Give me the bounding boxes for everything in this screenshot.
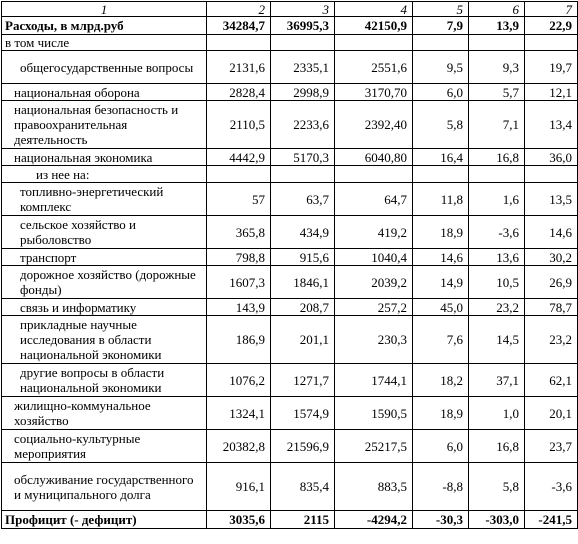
table-row-debt-service — [2, 463, 578, 511]
value-cell: 30,2 — [525, 249, 578, 266]
value-cell: 1744,1 — [335, 364, 413, 397]
value-cell — [469, 166, 525, 183]
value-cell — [271, 35, 335, 51]
table-row-fuel-energy-complex — [2, 183, 578, 216]
row-label: социально-культурные мероприятия — [2, 430, 207, 463]
column-number-row — [2, 2, 578, 17]
value-cell: 45,0 — [413, 299, 469, 316]
value-cell: 23,2 — [525, 316, 578, 364]
column-number-2: 2 — [207, 2, 271, 17]
value-cell: 13,5 — [525, 183, 578, 216]
column-number-5: 5 — [413, 2, 469, 17]
table-row-housing-utilities — [2, 397, 578, 430]
value-cell: 143,9 — [207, 299, 271, 316]
value-cell: 798,8 — [207, 249, 271, 266]
value-cell: 835,4 — [271, 463, 335, 511]
table-row-transport — [2, 249, 578, 266]
table-row-national-economy — [2, 149, 578, 166]
value-cell: -8,8 — [413, 463, 469, 511]
table-row-communications-it — [2, 299, 578, 316]
value-cell: 18,9 — [413, 397, 469, 430]
value-cell: 25217,5 — [335, 430, 413, 463]
row-label: национальная оборона — [2, 84, 207, 101]
value-cell: 201,1 — [271, 316, 335, 364]
table-row-agriculture-fishing — [2, 216, 578, 249]
value-cell: 9,3 — [469, 51, 525, 84]
table-row-expenses-total — [2, 17, 578, 35]
value-cell: 1846,1 — [271, 266, 335, 299]
value-cell: 7,9 — [413, 17, 469, 35]
row-label: национальная безопасность и правоохранительная деятельность — [2, 101, 207, 149]
value-cell: 7,1 — [469, 101, 525, 149]
value-cell: 2998,9 — [271, 84, 335, 101]
value-cell: 2392,40 — [335, 101, 413, 149]
value-cell: 63,7 — [271, 183, 335, 216]
value-cell: 1324,1 — [207, 397, 271, 430]
value-cell: -3,6 — [469, 216, 525, 249]
value-cell: 6,0 — [413, 84, 469, 101]
row-label: другие вопросы в области национальной экономики — [2, 364, 207, 397]
value-cell — [413, 166, 469, 183]
value-cell: 2335,1 — [271, 51, 335, 84]
value-cell — [335, 35, 413, 51]
value-cell: 62,1 — [525, 364, 578, 397]
row-label: топливно-энергетический комплекс — [2, 183, 207, 216]
value-cell: 230,3 — [335, 316, 413, 364]
table-row-national-defense — [2, 84, 578, 101]
value-cell: 365,8 — [207, 216, 271, 249]
row-label: Профицит (- дефицит) — [2, 511, 207, 529]
value-cell: -3,6 — [525, 463, 578, 511]
value-cell: 257,2 — [335, 299, 413, 316]
value-cell — [207, 166, 271, 183]
value-cell: 915,6 — [271, 249, 335, 266]
value-cell — [207, 35, 271, 51]
value-cell: 6,0 — [413, 430, 469, 463]
table-row-applied-research — [2, 316, 578, 364]
value-cell — [469, 35, 525, 51]
row-label: в том числе — [2, 35, 207, 51]
value-cell: 5,7 — [469, 84, 525, 101]
value-cell: 16,4 — [413, 149, 469, 166]
value-cell: 36995,3 — [271, 17, 335, 35]
row-label: связь и информатику — [2, 299, 207, 316]
value-cell: 14,6 — [525, 216, 578, 249]
value-cell: 16,8 — [469, 149, 525, 166]
table-row-national-security — [2, 101, 578, 149]
value-cell: 2115 — [271, 511, 335, 529]
row-label: из нее на: — [2, 166, 207, 183]
value-cell: 1574,9 — [271, 397, 335, 430]
value-cell: 26,9 — [525, 266, 578, 299]
column-number-6: 6 — [469, 2, 525, 17]
budget-table — [1, 1, 578, 529]
value-cell: 2551,6 — [335, 51, 413, 84]
value-cell: 5,8 — [413, 101, 469, 149]
value-cell: 19,7 — [525, 51, 578, 84]
value-cell: 42150,9 — [335, 17, 413, 35]
value-cell: 21596,9 — [271, 430, 335, 463]
value-cell: 36,0 — [525, 149, 578, 166]
value-cell: 916,1 — [207, 463, 271, 511]
value-cell: 434,9 — [271, 216, 335, 249]
value-cell: -241,5 — [525, 511, 578, 529]
value-cell: 57 — [207, 183, 271, 216]
value-cell: 14,6 — [413, 249, 469, 266]
row-label: общегосударственные вопросы — [2, 51, 207, 84]
value-cell: 1076,2 — [207, 364, 271, 397]
value-cell — [335, 166, 413, 183]
value-cell: 18,9 — [413, 216, 469, 249]
row-label: транспорт — [2, 249, 207, 266]
table-row-surplus-deficit — [2, 511, 578, 529]
row-label: Расходы, в млрд.руб — [2, 17, 207, 35]
value-cell: 1,6 — [469, 183, 525, 216]
value-cell: 12,1 — [525, 84, 578, 101]
row-label: прикладные научные исследования в области национальной экономики — [2, 316, 207, 364]
value-cell: 5170,3 — [271, 149, 335, 166]
value-cell: 13,4 — [525, 101, 578, 149]
value-cell: 13,6 — [469, 249, 525, 266]
value-cell: -4294,2 — [335, 511, 413, 529]
value-cell: 2131,6 — [207, 51, 271, 84]
value-cell — [271, 166, 335, 183]
value-cell: 22,9 — [525, 17, 578, 35]
value-cell: 2039,2 — [335, 266, 413, 299]
value-cell: 2828,4 — [207, 84, 271, 101]
row-label: обслуживание государственного и муниципального долга — [2, 463, 207, 511]
value-cell: 4442,9 — [207, 149, 271, 166]
value-cell: -303,0 — [469, 511, 525, 529]
value-cell: 14,9 — [413, 266, 469, 299]
value-cell: 18,2 — [413, 364, 469, 397]
value-cell: 2233,6 — [271, 101, 335, 149]
column-number-3: 3 — [271, 2, 335, 17]
value-cell: 419,2 — [335, 216, 413, 249]
value-cell: 2110,5 — [207, 101, 271, 149]
row-label: жилищно-коммунальное хозяйство — [2, 397, 207, 430]
value-cell — [413, 35, 469, 51]
value-cell: 20,1 — [525, 397, 578, 430]
value-cell: 208,7 — [271, 299, 335, 316]
value-cell: 14,5 — [469, 316, 525, 364]
value-cell: 23,2 — [469, 299, 525, 316]
value-cell: 10,5 — [469, 266, 525, 299]
value-cell: 3170,70 — [335, 84, 413, 101]
value-cell: 1590,5 — [335, 397, 413, 430]
table-row-road-facilities — [2, 266, 578, 299]
value-cell: 1607,3 — [207, 266, 271, 299]
value-cell: 883,5 — [335, 463, 413, 511]
row-label: национальная экономика — [2, 149, 207, 166]
value-cell: 7,6 — [413, 316, 469, 364]
column-number-1: 1 — [2, 2, 207, 17]
value-cell: 1,0 — [469, 397, 525, 430]
value-cell: 1271,7 — [271, 364, 335, 397]
table-row-social-cultural — [2, 430, 578, 463]
value-cell — [525, 166, 578, 183]
value-cell: 11,8 — [413, 183, 469, 216]
value-cell: 23,7 — [525, 430, 578, 463]
table-row-general-state-issues — [2, 51, 578, 84]
value-cell: -30,3 — [413, 511, 469, 529]
row-label: дорожное хозяйство (дорожные фонды) — [2, 266, 207, 299]
row-label: сельское хозяйство и рыболовство — [2, 216, 207, 249]
value-cell: 13,9 — [469, 17, 525, 35]
column-number-7: 7 — [525, 2, 578, 17]
value-cell: 37,1 — [469, 364, 525, 397]
value-cell: 1040,4 — [335, 249, 413, 266]
table-row-other-economy-issues — [2, 364, 578, 397]
table-row-of-which — [2, 166, 578, 183]
value-cell: 186,9 — [207, 316, 271, 364]
value-cell: 16,8 — [469, 430, 525, 463]
value-cell: 5,8 — [469, 463, 525, 511]
value-cell: 78,7 — [525, 299, 578, 316]
column-number-4: 4 — [335, 2, 413, 17]
value-cell: 20382,8 — [207, 430, 271, 463]
value-cell: 34284,7 — [207, 17, 271, 35]
value-cell: 9,5 — [413, 51, 469, 84]
table-row-including — [2, 35, 578, 51]
value-cell: 64,7 — [335, 183, 413, 216]
value-cell: 3035,6 — [207, 511, 271, 529]
value-cell — [525, 35, 578, 51]
value-cell: 6040,80 — [335, 149, 413, 166]
